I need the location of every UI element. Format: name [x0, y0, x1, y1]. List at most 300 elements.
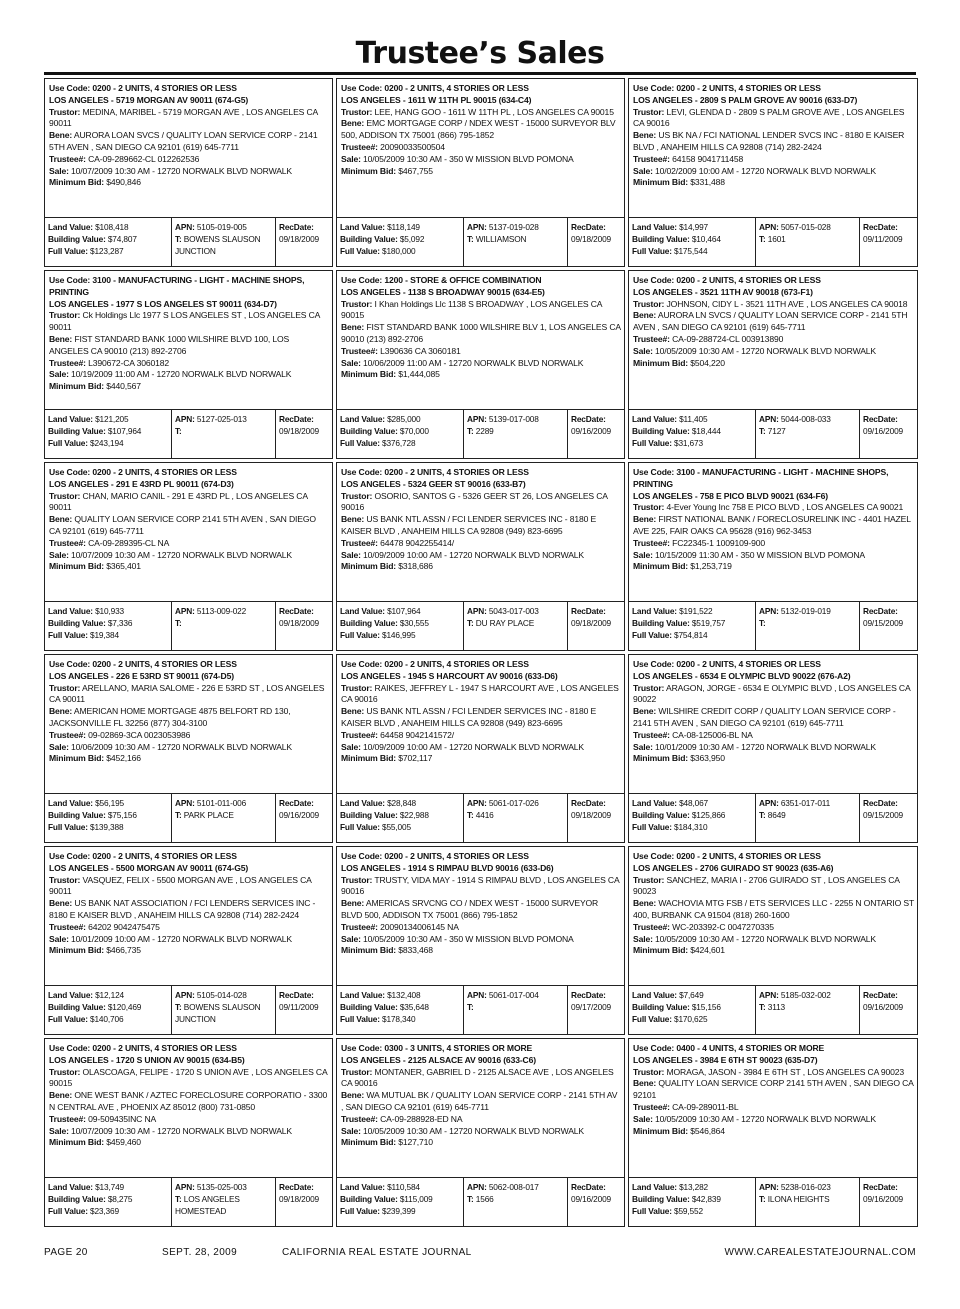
- recdate-label: RecDate:: [571, 414, 606, 424]
- use-code: Use Code: 1200 - STORE & OFFICE COMBINATION: [341, 275, 542, 285]
- listing-details: [337, 1039, 624, 1177]
- full-value: Full Value: $178,340: [340, 1013, 416, 1024]
- beneficiary: Bene: QUALITY LOAN SERVICE CORP 2141 5TH AVEN , SAN DIEGO CA 92101 (619) 645-7711: [49, 514, 316, 536]
- use-code: Use Code: 3100 - MANUFACTURING - LIGHT - MACHINE SHOPS, PRINTING: [49, 275, 305, 297]
- recdate: 09/17/2009: [571, 1001, 612, 1012]
- building-value: Building Value: $30,555: [340, 617, 429, 628]
- trustee-number: Trustee#: CA-09-288928-ED NA: [341, 1113, 463, 1124]
- listing-details: [629, 655, 917, 793]
- building-value: Building Value: $107,964: [48, 425, 142, 436]
- footer-publication: CALIFORNIA REAL ESTATE JOURNAL: [282, 1247, 472, 1258]
- trustor: Trustor: Ck Holdings Llc 1977 S LOS ANGELES ST , LOS ANGELES CA 90011: [49, 310, 320, 333]
- use-code: Use Code: 0200 - 2 UNITS, 4 STORIES OR LESS: [341, 83, 529, 93]
- trustor: Trustor: 4-Ever Young Inc 758 E PICO BLVD , LOS ANGELES CA 90021: [633, 502, 904, 513]
- building-value: Building Value: $42,839: [632, 1193, 721, 1204]
- minimum-bid: Minimum Bid: $1,253,719: [633, 561, 732, 572]
- listing-card: [44, 78, 333, 267]
- apn-cell: [464, 1178, 568, 1226]
- property-address: LOS ANGELES - 291 E 43RD PL 90011 (674-D3): [49, 478, 234, 489]
- recdate-cell: [568, 410, 624, 458]
- use-code: Use Code: 0200 - 2 UNITS, 4 STORIES OR LESS: [49, 1043, 237, 1053]
- land-value: Land Value: $121,205: [48, 414, 129, 424]
- apn-cell: [172, 410, 276, 458]
- sale-info: Sale: 10/09/2009 10:00 AM - 12720 NORWALK BLVD NORWALK: [341, 741, 585, 752]
- listing-details: [629, 79, 917, 217]
- land-value: Land Value: $28,848: [340, 798, 417, 808]
- apn-cell: [756, 986, 860, 1034]
- full-value: Full Value: $140,706: [48, 1013, 124, 1024]
- value-strip: [45, 1177, 332, 1226]
- trustor: Trustor: MONTANER, GABRIEL D - 2125 ALSACE AVE , LOS ANGELES CA 90016: [341, 1066, 614, 1089]
- apn: APN: 5057-015-028: [759, 222, 831, 232]
- apn-cell: [464, 410, 568, 458]
- recdate: 09/16/2009: [863, 1001, 904, 1012]
- beneficiary: Bene: WA MUTUAL BK / QUALITY LOAN SERVICE CORP - 2141 5TH AV , SAN DIEGO CA 92101 (619) 645-7711: [341, 1090, 618, 1112]
- tract: T:: [759, 617, 766, 628]
- listing-details: [45, 79, 332, 217]
- apn-cell: [464, 602, 568, 650]
- property-address: LOS ANGELES - 1977 S LOS ANGELES ST 90011 (634-D7): [49, 298, 277, 309]
- apn: APN: 5132-019-019: [759, 606, 831, 616]
- minimum-bid: Minimum Bid: $424,601: [633, 945, 725, 956]
- tract: T:: [175, 425, 182, 436]
- property-address: LOS ANGELES - 5500 MORGAN AV 90011 (674-G5): [49, 862, 249, 873]
- full-value: Full Value: $139,388: [48, 821, 124, 832]
- recdate-cell: [860, 986, 917, 1034]
- land-value: Land Value: $285,000: [340, 414, 421, 424]
- apn-cell: [464, 218, 568, 266]
- footer-website[interactable]: WWW.CAREALESTATEJOURNAL.COM: [724, 1247, 916, 1258]
- apn: APN: 5127-025-013: [175, 414, 247, 424]
- apn: APN: 5137-019-028: [467, 222, 539, 232]
- beneficiary: Bene: EMC MORTGAGE CORP / NDEX WEST - 15000 SURVEYOR BLV 500, ADDISON TX 75001 (866) 795-1852: [341, 118, 616, 141]
- property-address: LOS ANGELES - 6534 E OLYMPIC BLVD 90022 (676-A2): [633, 670, 851, 681]
- tract: T: 2289: [467, 425, 494, 436]
- value-strip: [337, 793, 624, 842]
- beneficiary: Bene: US BK NA / FCI NATIONAL LENDER SVCS INC - 8180 E KAISER BLVD , ANAHEIM HILLS CA 92808 (714) 282-2424: [633, 130, 905, 152]
- value-strip: [629, 217, 917, 266]
- recdate: 09/16/2009: [863, 1193, 904, 1204]
- value-cell: [629, 410, 756, 458]
- apn: APN: 5105-019-005: [175, 222, 247, 232]
- value-cell: [337, 986, 464, 1034]
- value-strip: [629, 409, 917, 458]
- tract: T: ILONA HEIGHTS: [759, 1193, 830, 1204]
- trustee-number: Trustee#: 20090134006145 NA: [341, 921, 459, 932]
- listing-details: [337, 847, 624, 985]
- value-strip: [337, 601, 624, 650]
- value-cell: [629, 794, 756, 842]
- property-address: LOS ANGELES - 1138 S BROADWAY 90015 (634-E5): [341, 286, 545, 297]
- listing-card: [44, 270, 333, 459]
- recdate-label: RecDate:: [863, 1182, 898, 1192]
- use-code: Use Code: 0200 - 2 UNITS, 4 STORIES OR LESS: [633, 275, 821, 285]
- minimum-bid: Minimum Bid: $466,735: [49, 945, 141, 956]
- value-cell: [629, 986, 756, 1034]
- use-code: Use Code: 0200 - 2 UNITS, 4 STORIES OR LESS: [341, 467, 529, 477]
- apn: APN: 5061-017-026: [467, 798, 539, 808]
- listing-card: [336, 462, 625, 651]
- trustor: Trustor: OLASCOAGA, FELIPE - 1720 S UNION AVE , LOS ANGELES CA 90015: [49, 1066, 328, 1089]
- value-strip: [45, 985, 332, 1034]
- property-address: LOS ANGELES - 758 E PICO BLVD 90021 (634-F6): [633, 490, 828, 501]
- apn: APN: 5238-016-023: [759, 1182, 831, 1192]
- full-value: Full Value: $175,544: [632, 245, 708, 256]
- minimum-bid: Minimum Bid: $490,846: [49, 177, 141, 188]
- sale-info: Sale: 10/09/2009 10:00 AM - 12720 NORWALK BLVD NORWALK: [341, 549, 585, 560]
- value-cell: [45, 218, 172, 266]
- recdate-cell: [860, 410, 917, 458]
- recdate-cell: [860, 602, 917, 650]
- trustor: Trustor: ARAGON, JORGE - 6534 E OLYMPIC BLVD , LOS ANGELES CA 90022: [633, 682, 911, 705]
- listing-details: [45, 1039, 332, 1177]
- tract: T:: [175, 617, 182, 628]
- use-code: Use Code: 0200 - 2 UNITS, 4 STORIES OR LESS: [633, 659, 821, 669]
- listing-card: [336, 846, 625, 1035]
- value-cell: [337, 410, 464, 458]
- full-value: Full Value: $19,384: [48, 629, 119, 640]
- sale-info: Sale: 10/05/2009 10:30 AM - 12720 NORWALK BLVD NORWALK: [341, 1125, 585, 1136]
- minimum-bid: Minimum Bid: $440,567: [49, 381, 141, 392]
- beneficiary: Bene: AMERICAN HOME MORTGAGE 4875 BELFORT RD 130, JACKSONVILLE FL 32256 (877) 304-3100: [49, 706, 291, 728]
- recdate-label: RecDate:: [279, 798, 314, 808]
- recdate-label: RecDate:: [279, 414, 314, 424]
- recdate-label: RecDate:: [863, 414, 898, 424]
- recdate-cell: [276, 410, 332, 458]
- property-address: LOS ANGELES - 5324 GEER ST 90016 (633-B7): [341, 478, 526, 489]
- trustee-number: Trustee#: CA-09-288724-CL 003913890: [633, 333, 784, 344]
- recdate-label: RecDate:: [279, 990, 314, 1000]
- sale-info: Sale: 10/05/2009 10:30 AM - 12720 NORWALK BLVD NORWALK: [633, 345, 877, 356]
- recdate-cell: [860, 794, 917, 842]
- beneficiary: Bene: FIRST NATIONAL BANK / FORECLOSURELINK INC - 4401 HAZEL AVE 225, FAIR OAKS CA 95628 (916) 962-3453: [633, 514, 911, 536]
- tract: T: 8649: [759, 809, 786, 820]
- full-value: Full Value: $123,287: [48, 245, 124, 256]
- recdate: 09/16/2009: [571, 425, 612, 436]
- sale-info: Sale: 10/05/2009 10:30 AM - 350 W MISSION BLVD POMONA: [341, 933, 574, 944]
- beneficiary: Bene: FIST STANDARD BANK 1000 WILSHIRE BLVD 100, LOS ANGELES CA 90010 (213) 892-2706: [49, 333, 290, 356]
- sale-info: Sale: 10/19/2009 11:00 AM - 12720 NORWALK BLVD NORWALK: [49, 369, 292, 380]
- recdate-cell: [568, 602, 624, 650]
- trustor: Trustor: I Khan Holdings Llc 1138 S BROADWAY , LOS ANGELES CA 90015: [341, 298, 602, 321]
- apn: APN: 5101-011-006: [175, 798, 247, 808]
- value-strip: [45, 217, 332, 266]
- trustee-number: Trustee#: L390636 CA 3060181: [341, 345, 461, 356]
- trustee-number: Trustee#: CA-09-289395-CL NA: [49, 537, 170, 548]
- use-code: Use Code: 0400 - 4 UNITS, 4 STORIES OR MORE: [633, 1043, 825, 1053]
- beneficiary: Bene: US BANK NTL ASSN / FCI LENDER SERVICES INC - 8180 E KAISER BLVD , ANAHEIM HILLS CA 92808 (949) 823-6695: [341, 514, 597, 536]
- listing-card: [628, 1038, 918, 1227]
- land-value: Land Value: $132,408: [340, 990, 421, 1000]
- beneficiary: Bene: ONE WEST BANK / AZTEC FORECLOSURE CORPORATIO - 3300 N CENTRAL AVE , PHOENIX AZ 85012 (800) 731-0850: [49, 1090, 328, 1112]
- value-strip: [337, 985, 624, 1034]
- use-code: Use Code: 0200 - 2 UNITS, 4 STORIES OR LESS: [49, 851, 237, 861]
- minimum-bid: Minimum Bid: $331,488: [633, 177, 725, 188]
- beneficiary: Bene: US BANK NTL ASSN / FCI LENDER SERVICES INC - 8180 E KAISER BLVD , ANAHEIM HILLS CA 92808 (949) 823-6695: [341, 706, 597, 728]
- recdate: 09/16/2009: [863, 425, 904, 436]
- trustor: Trustor: VASQUEZ, FELIX - 5500 MORGAN AVE , LOS ANGELES CA 90011: [49, 874, 312, 897]
- apn-cell: [172, 986, 276, 1034]
- minimum-bid: Minimum Bid: $546,864: [633, 1125, 725, 1136]
- property-address: LOS ANGELES - 2125 ALSACE AV 90016 (633-C6): [341, 1054, 536, 1065]
- recdate-label: RecDate:: [571, 1182, 606, 1192]
- sale-info: Sale: 10/07/2009 10:30 AM - 12720 NORWALK BLVD NORWALK: [49, 1125, 293, 1136]
- recdate: 09/16/2009: [571, 1193, 612, 1204]
- listing-card: [336, 1038, 625, 1227]
- footer-date: SEPT. 28, 2009: [162, 1247, 238, 1258]
- tract: T: LOS ANGELES HOMESTEAD: [175, 1193, 240, 1216]
- apn-cell: [756, 602, 860, 650]
- land-value: Land Value: $13,282: [632, 1182, 709, 1192]
- tract: T:: [467, 1001, 474, 1012]
- sale-info: Sale: 10/15/2009 11:30 AM - 350 W MISSION BLVD POMONA: [633, 549, 866, 560]
- recdate-cell: [860, 1178, 917, 1226]
- listing-details: [629, 271, 917, 409]
- building-value: Building Value: $115,009: [340, 1193, 433, 1204]
- trustee-number: Trustee#: 64202 9042475475: [49, 921, 160, 932]
- value-cell: [45, 410, 172, 458]
- value-cell: [45, 794, 172, 842]
- tract: T: WILLIAMSON: [467, 233, 527, 244]
- listing-details: [629, 1039, 917, 1177]
- listing-card: [628, 846, 918, 1035]
- apn: APN: 5044-008-033: [759, 414, 831, 424]
- beneficiary: Bene: AURORA LOAN SVCS / QUALITY LOAN SERVICE CORP - 2141 5TH AVEN , SAN DIEGO CA 92101 (619) 645-7711: [49, 130, 318, 152]
- recdate-label: RecDate:: [279, 1182, 314, 1192]
- apn-cell: [756, 1178, 860, 1226]
- full-value: Full Value: $170,625: [632, 1013, 708, 1024]
- value-cell: [337, 602, 464, 650]
- recdate-label: RecDate:: [571, 606, 606, 616]
- value-strip: [337, 1177, 624, 1226]
- property-address: LOS ANGELES - 5719 MORGAN AV 90011 (674-G5): [49, 94, 249, 105]
- beneficiary: Bene: FIST STANDARD BANK 1000 WILSHIRE BLV 1, LOS ANGELES CA 90010 (213) 892-2706: [341, 322, 621, 344]
- recdate-cell: [276, 218, 332, 266]
- full-value: Full Value: $376,728: [340, 437, 416, 448]
- trustee-number: Trustee#: 64458 9042141572/: [341, 729, 455, 740]
- building-value: Building Value: $120,469: [48, 1001, 142, 1012]
- land-value: Land Value: $13,749: [48, 1182, 125, 1192]
- property-address: LOS ANGELES - 1945 S HARCOURT AV 90016 (633-D6): [341, 670, 558, 681]
- listing-card: [44, 654, 333, 843]
- trustee-number: Trustee#: 09-509435INC NA: [49, 1113, 157, 1124]
- value-cell: [45, 1178, 172, 1226]
- land-value: Land Value: $191,522: [632, 606, 713, 616]
- trustor: Trustor: TRUSTY, VIDA MAY - 1914 S RIMPAU BLVD , LOS ANGELES CA 90016: [341, 874, 620, 897]
- use-code: Use Code: 0200 - 2 UNITS, 4 STORIES OR LESS: [49, 467, 237, 477]
- page-footer: [44, 1247, 916, 1263]
- trustee-number: Trustee#: FC22345-1 1009109-900: [633, 537, 766, 548]
- trustee-number: Trustee#: CA-09-289011-BL: [633, 1101, 739, 1112]
- recdate: 09/18/2009: [279, 1193, 320, 1204]
- value-cell: [45, 602, 172, 650]
- building-value: Building Value: $7,336: [48, 617, 133, 628]
- listing-card: [44, 1038, 333, 1227]
- recdate-label: RecDate:: [863, 606, 898, 616]
- sale-info: Sale: 10/01/2009 10:30 AM - 12720 NORWALK BLVD NORWALK: [633, 741, 877, 752]
- recdate: 09/15/2009: [863, 617, 904, 628]
- trustor: Trustor: MEDINA, MARIBEL - 5719 MORGAN AVE , LOS ANGELES CA 90011: [49, 106, 318, 129]
- land-value: Land Value: $7,649: [632, 990, 704, 1000]
- trustor: Trustor: RAIKES, JEFFREY L - 1947 S HARCOURT AVE , LOS ANGELES CA 90016: [341, 682, 619, 705]
- sale-info: Sale: 10/07/2009 10:30 AM - 12720 NORWALK BLVD NORWALK: [49, 549, 293, 560]
- tract: T: 3113: [759, 1001, 786, 1012]
- apn: APN: 5113-009-022: [175, 606, 247, 616]
- building-value: Building Value: $70,000: [340, 425, 429, 436]
- recdate-cell: [276, 794, 332, 842]
- building-value: Building Value: $5,092: [340, 233, 425, 244]
- sale-info: Sale: 10/06/2009 11:00 AM - 12720 NORWALK BLVD NORWALK: [341, 357, 584, 368]
- listing-card: [336, 270, 625, 459]
- trustor: Trustor: ARELLANO, MARIA SALOME - 226 E 53RD ST , LOS ANGELES CA 90011: [49, 682, 325, 705]
- apn-cell: [172, 218, 276, 266]
- trustor: Trustor: LEVI, GLENDA D - 2809 S PALM GROVE AVE , LOS ANGELES CA 90016: [633, 106, 905, 129]
- value-cell: [337, 1178, 464, 1226]
- apn: APN: 5105-014-028: [175, 990, 247, 1000]
- beneficiary: Bene: QUALITY LOAN SERVICE CORP 2141 5TH AVEN , SAN DIEGO CA 92101: [633, 1078, 914, 1101]
- value-strip: [337, 217, 624, 266]
- land-value: Land Value: $107,964: [340, 606, 421, 616]
- apn: APN: 5135-025-003: [175, 1182, 247, 1192]
- trustee-number: Trustee#: 64478 9042255414/: [341, 537, 455, 548]
- use-code: Use Code: 0200 - 2 UNITS, 4 STORIES OR LESS: [633, 83, 821, 93]
- land-value: Land Value: $56,195: [48, 798, 125, 808]
- page-title: Trustee’s Sales: [355, 36, 605, 71]
- tract: T: BOWENS SLAUSON JUNCTION: [175, 1001, 261, 1024]
- listing-details: [45, 463, 332, 601]
- tract: T: 1566: [467, 1193, 494, 1204]
- listing-card: [336, 654, 625, 843]
- apn-cell: [172, 602, 276, 650]
- recdate-cell: [568, 1178, 624, 1226]
- recdate-label: RecDate:: [571, 798, 606, 808]
- sale-info: Sale: 10/05/2009 10:30 AM - 350 W MISSION BLVD POMONA: [341, 153, 574, 164]
- value-strip: [629, 1177, 917, 1226]
- beneficiary: Bene: AMERICAS SRVCNG CO / NDEX WEST - 15000 SURVEYOR BLVD 500, ADDISON TX 75001 (866) 795-1852: [341, 898, 599, 920]
- value-strip: [629, 601, 917, 650]
- land-value: Land Value: $11,405: [632, 414, 708, 424]
- apn: APN: 5185-032-002: [759, 990, 831, 1000]
- trustee-number: Trustee#: 09-02869-3CA 0023053986: [49, 729, 191, 740]
- minimum-bid: Minimum Bid: $702,117: [341, 753, 433, 764]
- value-strip: [45, 409, 332, 458]
- full-value: Full Value: $31,673: [632, 437, 703, 448]
- value-cell: [337, 218, 464, 266]
- recdate-cell: [568, 794, 624, 842]
- use-code: Use Code: 0200 - 2 UNITS, 4 STORIES OR LESS: [341, 851, 529, 861]
- building-value: Building Value: $35,648: [340, 1001, 429, 1012]
- tract: T: 7127: [759, 425, 786, 436]
- recdate-cell: [276, 1178, 332, 1226]
- recdate: 09/16/2009: [279, 809, 320, 820]
- value-cell: [629, 1178, 756, 1226]
- recdate-cell: [276, 986, 332, 1034]
- property-address: LOS ANGELES - 3521 11TH AV 90018 (673-F1): [633, 286, 813, 297]
- building-value: Building Value: $15,156: [632, 1001, 721, 1012]
- land-value: Land Value: $14,997: [632, 222, 709, 232]
- minimum-bid: Minimum Bid: $459,460: [49, 1137, 141, 1148]
- beneficiary: Bene: WACHOVIA MTG FSB / ETS SERVICES LLC - 2255 N ONTARIO ST 400, BURBANK CA 91504 (818) 260-1600: [633, 898, 914, 920]
- trustor: Trustor: OSORIO, SANTOS G - 5326 GEER ST 26, LOS ANGELES CA 90016: [341, 490, 608, 513]
- trustee-number: Trustee#: 20090033500504: [341, 141, 445, 152]
- building-value: Building Value: $125,866: [632, 809, 726, 820]
- listings-grid: [44, 78, 916, 1227]
- trustor: Trustor: LEE, HANG GOO - 1611 W 11TH PL , LOS ANGELES CA 90015: [341, 106, 614, 117]
- recdate: 09/18/2009: [571, 233, 612, 244]
- full-value: Full Value: $23,369: [48, 1205, 119, 1216]
- value-strip: [337, 409, 624, 458]
- listing-details: [337, 655, 624, 793]
- value-strip: [45, 793, 332, 842]
- minimum-bid: Minimum Bid: $1,444,085: [341, 369, 440, 380]
- sale-info: Sale: 10/05/2009 10:30 AM - 12720 NORWALK BLVD NORWALK: [633, 933, 877, 944]
- recdate-label: RecDate:: [571, 222, 606, 232]
- recdate-label: RecDate:: [571, 990, 606, 1000]
- use-code: Use Code: 0200 - 2 UNITS, 4 STORIES OR LESS: [49, 83, 237, 93]
- listing-card: [44, 846, 333, 1035]
- recdate: 09/18/2009: [279, 233, 320, 244]
- recdate-cell: [276, 602, 332, 650]
- listing-details: [45, 847, 332, 985]
- listing-details: [629, 847, 917, 985]
- trustor: Trustor: SANCHEZ, MARIA I - 2706 GUIRADO ST , LOS ANGELES CA 90023: [633, 874, 900, 897]
- apn: APN: 5062-008-017: [467, 1182, 539, 1192]
- recdate: 09/15/2009: [863, 809, 904, 820]
- listing-card: [628, 462, 918, 651]
- trustee-number: Trustee#: WC-203392-C 0047270335: [633, 921, 774, 932]
- full-value: Full Value: $239,399: [340, 1205, 416, 1216]
- recdate: 09/18/2009: [279, 425, 320, 436]
- property-address: LOS ANGELES - 2809 S PALM GROVE AV 90016 (633-D7): [633, 94, 858, 105]
- full-value: Full Value: $243,194: [48, 437, 124, 448]
- land-value: Land Value: $10,933: [48, 606, 125, 616]
- minimum-bid: Minimum Bid: $127,710: [341, 1137, 433, 1148]
- listing-card: [628, 654, 918, 843]
- listing-card: [628, 78, 918, 267]
- minimum-bid: Minimum Bid: $467,755: [341, 165, 433, 176]
- minimum-bid: Minimum Bid: $365,401: [49, 561, 141, 572]
- use-code: Use Code: 0200 - 2 UNITS, 4 STORIES OR LESS: [633, 851, 821, 861]
- trustor: Trustor: MORAGA, JASON - 3984 E 6TH ST , LOS ANGELES CA 90023: [633, 1066, 905, 1077]
- full-value: Full Value: $146,995: [340, 629, 416, 640]
- beneficiary: Bene: AURORA LN SVCS / QUALITY LOAN SERVICE CORP - 2141 5TH AVEN , SAN DIEGO CA 92101 (619) 645-7711: [633, 310, 908, 333]
- building-value: Building Value: $10,464: [632, 233, 721, 244]
- apn: APN: 5139-017-008: [467, 414, 539, 424]
- tract: T: 1601: [759, 233, 786, 244]
- property-address: LOS ANGELES - 2706 GUIRADO ST 90023 (635-A6): [633, 862, 834, 873]
- trustor: Trustor: JOHNSON, CIDY L - 3521 11TH AVE , LOS ANGELES CA 90018: [633, 298, 908, 309]
- listing-card: [628, 270, 918, 459]
- recdate-label: RecDate:: [863, 798, 898, 808]
- value-strip: [629, 985, 917, 1034]
- tract: T: BOWENS SLAUSON JUNCTION: [175, 233, 261, 256]
- full-value: Full Value: $754,814: [632, 629, 708, 640]
- recdate: 09/18/2009: [279, 617, 320, 628]
- full-value: Full Value: $55,005: [340, 821, 411, 832]
- value-cell: [337, 794, 464, 842]
- value-cell: [45, 986, 172, 1034]
- building-value: Building Value: $8,275: [48, 1193, 133, 1204]
- apn-cell: [464, 794, 568, 842]
- use-code: Use Code: 3100 - MANUFACTURING - LIGHT - MACHINE SHOPS, PRINTING: [633, 467, 889, 489]
- minimum-bid: Minimum Bid: $504,220: [633, 357, 725, 368]
- minimum-bid: Minimum Bid: $318,686: [341, 561, 433, 572]
- apn: APN: 5061-017-004: [467, 990, 539, 1000]
- beneficiary: Bene: WILSHIRE CREDIT CORP / QUALITY LOAN SERVICE CORP - 2141 5TH AVEN , SAN DIEGO CA 92101 (619) 645-7711: [633, 706, 896, 728]
- listing-card: [44, 462, 333, 651]
- property-address: LOS ANGELES - 1720 S UNION AV 90015 (634-B5): [49, 1054, 245, 1065]
- minimum-bid: Minimum Bid: $452,166: [49, 753, 141, 764]
